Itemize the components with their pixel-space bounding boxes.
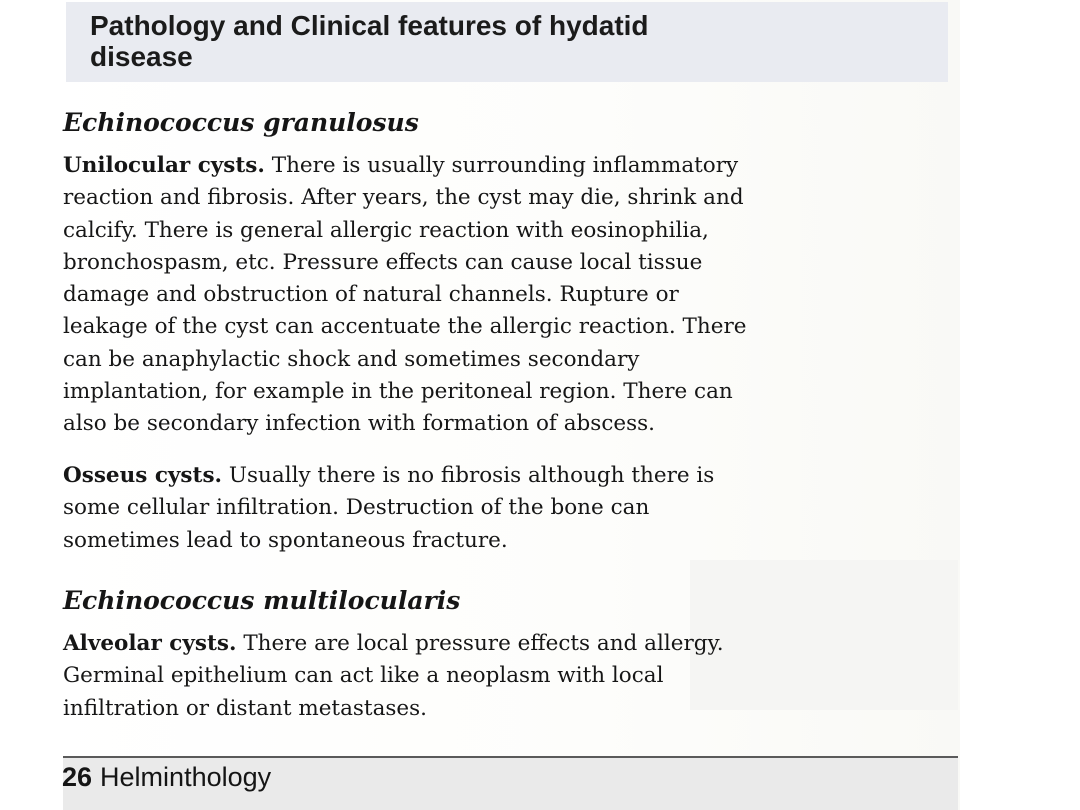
lead-term-unilocular: Unilocular cysts. [63,153,265,178]
paragraph-line: damage and obstruction of natural channels. Rupture or [63,282,679,308]
paragraph-line: calcify. There is general allergic reaction with eosinophilia, [63,217,709,243]
running-title: Helminthology [100,762,272,792]
page-title [90,10,940,72]
paragraph-line [63,150,953,182]
lead-term-alveolar: Alveolar cysts. [63,631,237,656]
paragraph-line: leakage of the cyst can accentuate the allergic reaction. There [63,314,747,340]
paragraph-unilocular-cysts [63,150,953,441]
paragraph-line [63,460,953,492]
paragraph-line: infiltration or distant metastases. [63,695,428,721]
paragraph-line: reaction and fibrosis. After years, the cyst may die, shrink and [63,185,744,211]
paragraph-line: also be secondary infection with formation of abscess. [63,411,655,437]
lead-term-osseus: Osseus cysts. [63,463,223,488]
page-title-line-2: disease [90,41,193,72]
paragraph-line: some cellular infiltration. Destruction of the bone can [63,495,650,521]
section-heading-granulosus: Echinococcus granulosus [63,108,419,137]
page-number: 26 [62,762,93,792]
running-footer [62,762,271,793]
paragraph-alveolar-cysts [63,628,953,725]
paragraph-line: sometimes lead to spontaneous fracture. [63,527,508,553]
paragraph-text: There is usually surrounding inflammatory [264,153,739,178]
paragraph-line: Germinal epithelium can act like a neoplasm with local [63,663,664,689]
page-title-line-1: Pathology and Clinical features of hydatid [90,10,649,41]
paragraph-osseus-cysts [63,460,953,557]
paragraph-text: There are local pressure effects and allergy. [236,631,724,656]
paragraph-line: bronchospasm, etc. Pressure effects can cause local tissue [63,249,703,275]
paragraph-text: Usually there is no fibrosis although there is [222,463,715,488]
paragraph-line [63,628,953,660]
paragraph-line: implantation, for example in the peritoneal region. There can [63,379,733,405]
paragraph-line: can be anaphylactic shock and sometimes secondary [63,346,640,372]
section-heading-multilocularis: Echinococcus multilocularis [63,586,461,615]
